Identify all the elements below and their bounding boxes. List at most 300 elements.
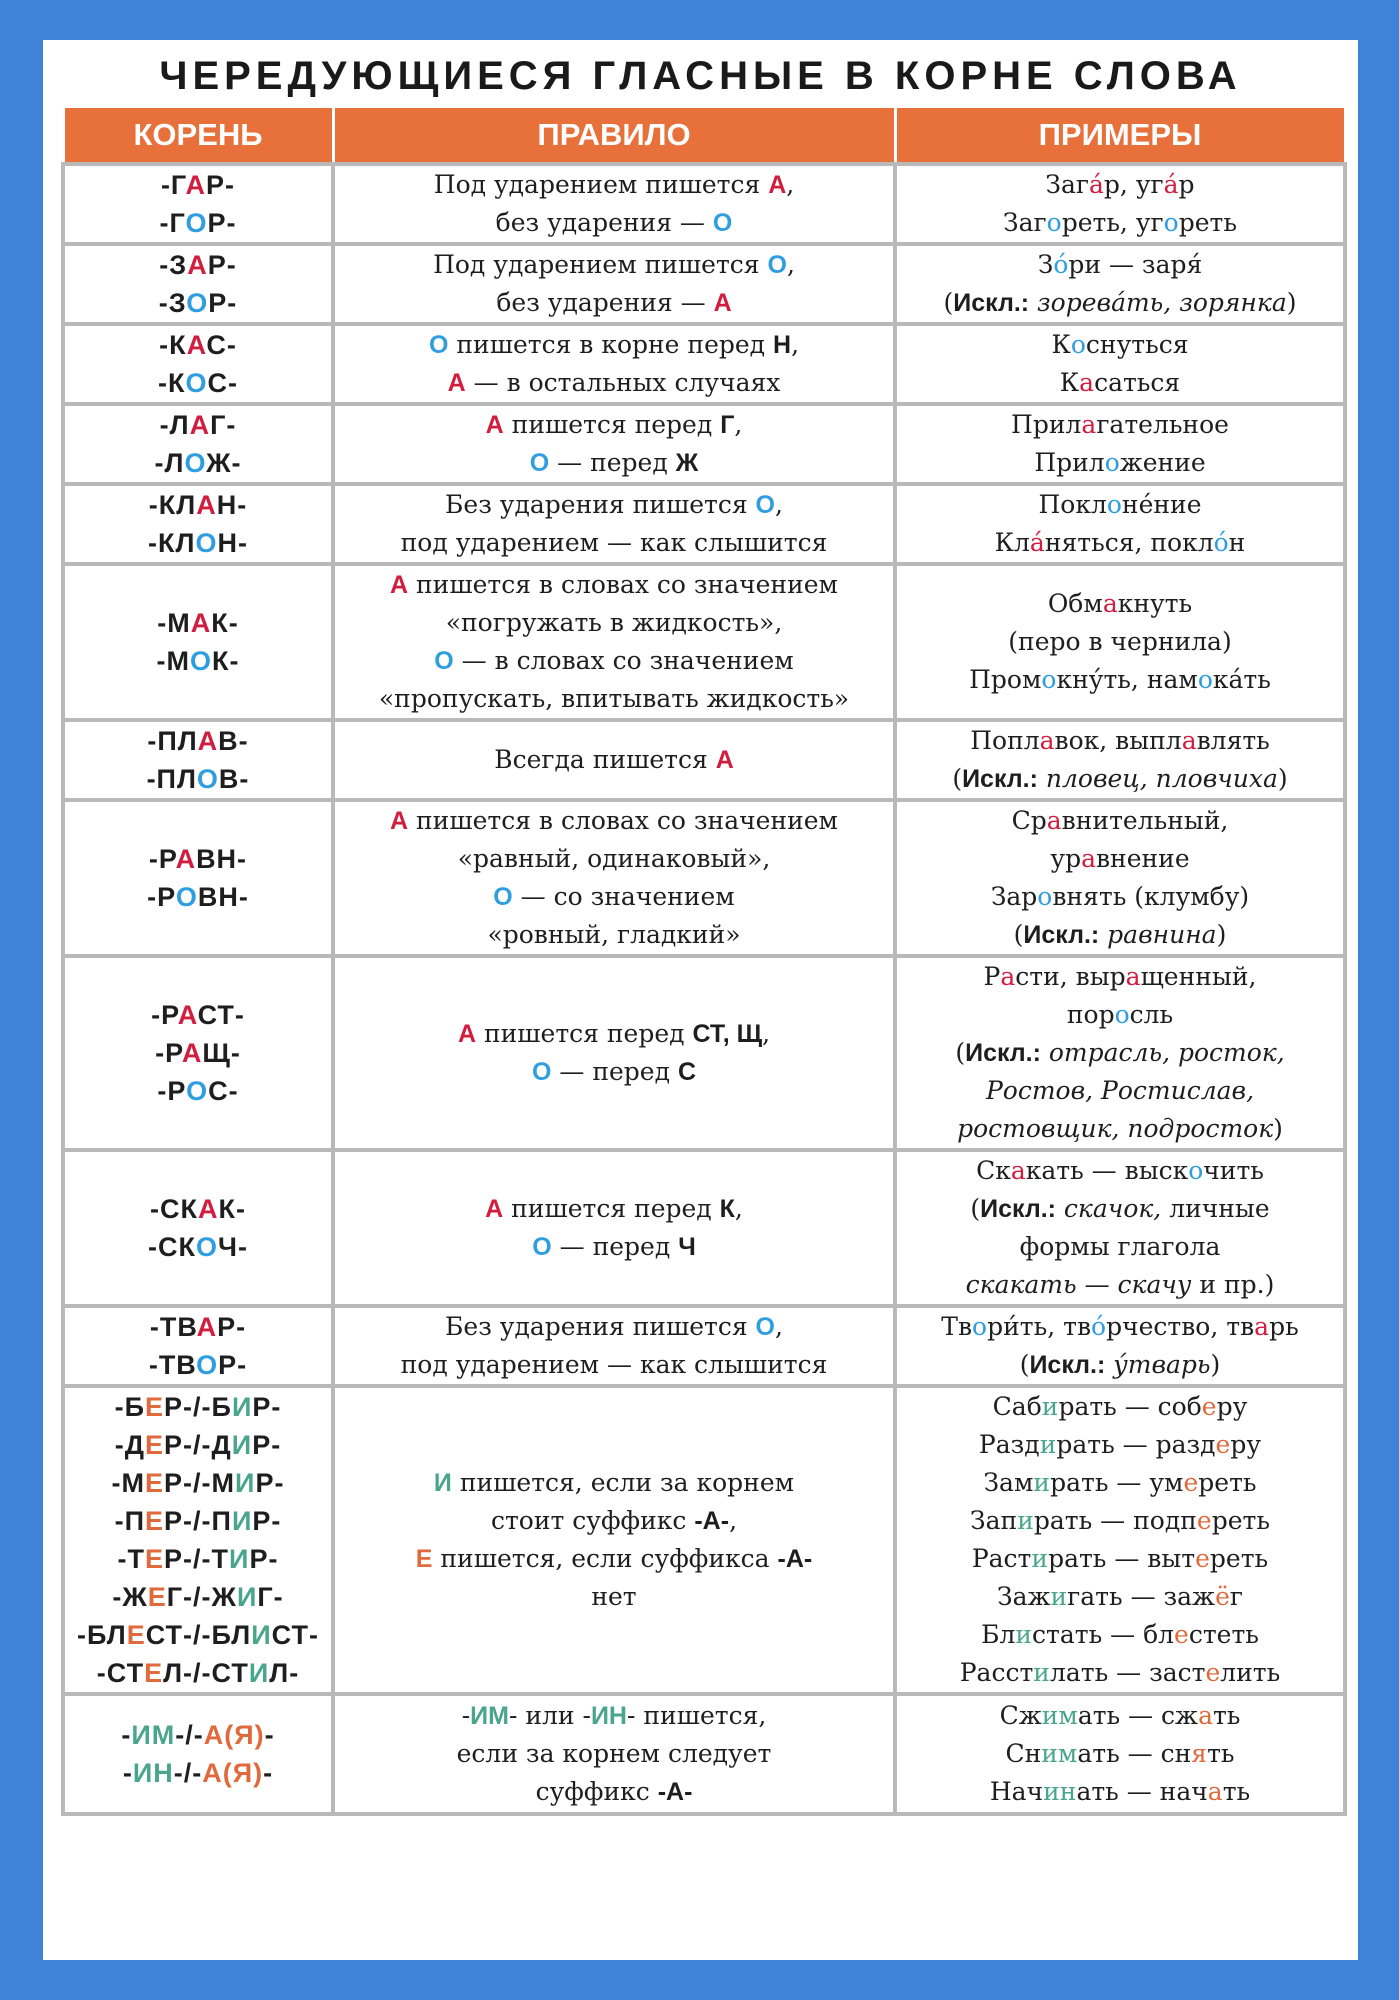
highlighted-vowel: ИМ [131, 1720, 176, 1750]
text-segment: -ТВ [149, 1312, 197, 1342]
highlighted-vowel: А [485, 411, 504, 439]
text-segment: — перед [551, 1232, 679, 1261]
table-row [63, 484, 1345, 564]
text-segment: пишется перед [476, 1019, 693, 1048]
example-line [903, 524, 1337, 562]
text-segment: Обм [1047, 589, 1103, 618]
highlighted-vowel: а́ [1029, 528, 1045, 557]
highlighted-vowel: А [197, 726, 219, 756]
text-segment: -М [156, 646, 190, 676]
text-segment: - [122, 1758, 133, 1788]
root-line [71, 1072, 325, 1110]
text-segment: -БЛ [77, 1620, 127, 1650]
examples-cell [895, 244, 1345, 324]
text-segment: - [121, 1720, 132, 1750]
rule-line [341, 486, 887, 524]
text-segment: Ж [675, 449, 699, 477]
root-line [71, 166, 325, 204]
root-line [71, 326, 325, 364]
rule-line [341, 326, 887, 364]
highlighted-vowel: О [493, 883, 513, 911]
example-line [903, 722, 1337, 760]
highlighted-vowel: е [1215, 1430, 1231, 1459]
highlighted-vowel: Е [147, 1582, 167, 1612]
text-segment: (перо в чернила) [1008, 627, 1232, 656]
highlighted-vowel: О [428, 331, 449, 359]
highlighted-vowel: а [1125, 962, 1141, 991]
rule-line [341, 204, 887, 242]
text-segment: Тв [941, 1312, 973, 1341]
header-examples: ПРИМЕРЫ [895, 108, 1345, 164]
highlighted-vowel: О [186, 1076, 209, 1106]
root-cell [63, 1150, 333, 1306]
text-segment: у́тварь [1105, 1350, 1211, 1379]
rule-line [341, 1502, 887, 1540]
text-segment: — в словах со значением [453, 646, 794, 675]
highlighted-vowel: А [196, 490, 217, 520]
rule-cell [333, 324, 895, 404]
text-segment: Искл.: [965, 1039, 1041, 1067]
highlighted-vowel: и [1041, 1392, 1059, 1421]
example-line [903, 486, 1337, 524]
text-segment: -З [158, 288, 187, 318]
root-cell [63, 484, 333, 564]
text-segment: кну́ть, нам [1056, 665, 1198, 694]
highlighted-vowel: О [531, 1058, 552, 1086]
root-line [71, 444, 325, 482]
text-segment: -ПЛ [147, 726, 198, 756]
table-row [63, 404, 1345, 484]
text-segment: С- [208, 1076, 239, 1106]
text-segment: равнина [1099, 920, 1217, 949]
highlighted-vowel: ИМ [470, 1702, 509, 1730]
text-segment: рчество, тв [1106, 1312, 1255, 1341]
text-segment: -М [111, 1468, 146, 1498]
highlighted-vowel: и [1033, 1468, 1051, 1497]
table-row [63, 244, 1345, 324]
text-segment: Р-/-Д [164, 1430, 232, 1460]
highlighted-vowel: е [1195, 1544, 1210, 1573]
text-segment: , [762, 1019, 771, 1048]
rule-line [341, 1015, 887, 1053]
text-segment: вок, выпл [1054, 726, 1182, 755]
text-segment: под ударением — как слышится [400, 1350, 828, 1379]
text-segment: Г-/-Ж [166, 1582, 237, 1612]
text-segment: ( [955, 1038, 966, 1067]
text-segment: -Р [148, 844, 176, 874]
text-segment: -А- [777, 1545, 813, 1573]
text-segment: скакать — скачу [965, 1270, 1192, 1299]
text-segment: Р- [218, 1350, 248, 1380]
text-segment: - [264, 1720, 275, 1750]
root-cell [63, 720, 333, 800]
text-segment: Без ударения пишется [445, 490, 756, 519]
highlighted-vowel: им [1041, 1739, 1078, 1768]
highlighted-vowel: а [1081, 844, 1096, 873]
text-segment: Пром [969, 665, 1042, 694]
text-segment: «ровный, гладкий» [487, 920, 741, 949]
text-segment: , [734, 410, 743, 439]
highlighted-vowel: а [1198, 1701, 1213, 1730]
example-line [903, 1502, 1337, 1540]
examples-cell [895, 484, 1345, 564]
text-segment: реть, уг [1061, 208, 1164, 237]
example-line [903, 760, 1337, 798]
root-line [71, 524, 325, 562]
text-segment: Разд [978, 1430, 1040, 1459]
rule-cell [333, 564, 895, 720]
root-cell [63, 800, 333, 956]
text-segment: сль [1129, 1000, 1174, 1029]
highlighted-vowel: ИН [132, 1758, 174, 1788]
text-segment: -СК [148, 1232, 196, 1262]
example-line [903, 406, 1337, 444]
text-segment: Ж- [206, 448, 242, 478]
text-segment: - пишется, [626, 1701, 767, 1730]
rule-line [341, 840, 887, 878]
text-segment: Г- [210, 410, 237, 440]
text-segment: Ск [976, 1156, 1011, 1185]
example-line [903, 661, 1337, 699]
highlighted-vowel: А(Я) [203, 1720, 265, 1750]
highlighted-vowel: о́ [1053, 250, 1069, 279]
table-row [63, 164, 1345, 244]
rule-cell [333, 800, 895, 956]
text-segment: -Г [160, 170, 186, 200]
text-segment: ка́ть [1212, 665, 1271, 694]
text-segment: К [719, 1195, 735, 1223]
text-segment: ( [952, 764, 963, 793]
highlighted-vowel: А [715, 746, 734, 774]
root-line [71, 1346, 325, 1384]
text-segment: — перед [549, 448, 676, 477]
text-segment: С- [206, 330, 237, 360]
text-segment: ) [1273, 1114, 1283, 1143]
text-segment: пловец, пловчиха [1037, 764, 1278, 793]
root-cell [63, 404, 333, 484]
root-line [71, 722, 325, 760]
text-segment: реть [1211, 1506, 1270, 1535]
text-segment: пишется, если за корнем [451, 1468, 795, 1497]
examples-cell [895, 164, 1345, 244]
rule-line [341, 1540, 887, 1578]
highlighted-vowel: им [1041, 1701, 1078, 1730]
text-segment: -Б [114, 1392, 146, 1422]
text-segment: скачок, [1055, 1194, 1162, 1223]
text-segment: В- [218, 764, 250, 794]
example-line [903, 802, 1337, 840]
root-line [71, 284, 325, 322]
rule-cell [333, 956, 895, 1150]
highlighted-vowel: и [1050, 1582, 1068, 1611]
highlighted-vowel: И [231, 1506, 253, 1536]
highlighted-vowel: и [1015, 1620, 1033, 1649]
text-segment: «пропускать, впитывать жидкость» [378, 684, 850, 713]
header-rule: ПРАВИЛО [333, 108, 895, 164]
highlighted-vowel: а [1046, 806, 1062, 835]
text-segment: -А- [657, 1778, 693, 1806]
text-segment: если за корнем следует [456, 1739, 772, 1768]
highlighted-vowel: И [235, 1468, 256, 1498]
text-segment: ру [1230, 1430, 1262, 1459]
text-segment: Г [720, 411, 735, 439]
highlighted-vowel: О [196, 1350, 219, 1380]
text-segment: ВН- [197, 882, 249, 912]
text-segment: ( [1013, 920, 1024, 949]
text-segment: -К [158, 368, 186, 398]
rule-line [341, 1578, 887, 1616]
rule-line [341, 1346, 887, 1384]
rule-line [341, 566, 887, 604]
example-line [903, 585, 1337, 623]
highlighted-vowel: О [175, 882, 198, 912]
example-line [903, 1697, 1337, 1735]
text-segment: р, уг [1103, 170, 1164, 199]
example-line [903, 166, 1337, 204]
highlighted-vowel: о [972, 1312, 988, 1341]
text-segment: К- [218, 1194, 246, 1224]
highlighted-vowel: О [767, 251, 787, 279]
root-line [71, 1464, 325, 1502]
example-line [903, 246, 1337, 284]
text-segment: Заг [1045, 170, 1090, 199]
highlighted-vowel: а [1000, 962, 1016, 991]
text-segment: В- [218, 726, 249, 756]
text-segment: Покл [1038, 490, 1107, 519]
text-segment: лать — заст [1049, 1658, 1206, 1687]
text-segment: К [1059, 368, 1080, 397]
highlighted-vowel: Е [145, 1506, 165, 1536]
highlighted-vowel: а [1254, 1312, 1270, 1341]
root-cell [63, 1694, 333, 1814]
highlighted-vowel: А [187, 250, 208, 280]
text-segment: Н- [217, 528, 248, 558]
text-segment: - [461, 1701, 471, 1730]
rule-line [341, 802, 887, 840]
highlighted-vowel: а [1181, 726, 1197, 755]
highlighted-vowel: Е [126, 1620, 146, 1650]
examples-cell [895, 1150, 1345, 1306]
highlighted-vowel: А(Я) [202, 1758, 264, 1788]
rule-line [341, 1308, 887, 1346]
root-cell [63, 564, 333, 720]
highlighted-vowel: о [1041, 665, 1057, 694]
text-segment: ть [1212, 1701, 1241, 1730]
text-segment: ри — зар [1068, 250, 1187, 279]
text-segment: -З [159, 250, 188, 280]
text-segment: -Р [155, 1038, 182, 1068]
rule-line [341, 246, 887, 284]
example-line [903, 1735, 1337, 1773]
text-segment: Р-/-Т [164, 1544, 230, 1574]
table-row [63, 956, 1345, 1150]
highlighted-vowel: и [1017, 1506, 1034, 1535]
text-segment: Под ударением пишется [433, 250, 768, 279]
text-segment: рать — подп [1033, 1506, 1197, 1535]
highlighted-vowel: О [184, 448, 207, 478]
highlighted-vowel: И [236, 1582, 258, 1612]
text-segment: я́ [1186, 250, 1203, 279]
rule-cell [333, 1306, 895, 1386]
text-segment: Искл.: [980, 1195, 1056, 1223]
example-line [903, 1540, 1337, 1578]
highlighted-vowel: о [1106, 490, 1122, 519]
example-line [903, 1308, 1337, 1346]
text-segment: зоревáть, зорянка [1029, 288, 1287, 317]
text-segment: Ч- [218, 1232, 248, 1262]
highlighted-vowel: И [433, 1469, 452, 1497]
highlighted-vowel: о [1163, 208, 1179, 237]
highlighted-vowel: А [390, 571, 409, 599]
example-line [903, 996, 1337, 1034]
text-segment: ать — нач [1076, 1777, 1208, 1806]
examples-cell [895, 720, 1345, 800]
highlighted-vowel: и [1039, 1430, 1057, 1459]
rule-line [341, 642, 887, 680]
text-segment: под ударением — как слышится [400, 528, 828, 557]
rule-line [341, 1697, 887, 1735]
text-segment: Л-/-СТ [163, 1658, 249, 1688]
example-line [903, 1426, 1337, 1464]
highlighted-vowel: я [1191, 1739, 1208, 1768]
root-line [71, 1502, 325, 1540]
examples-cell [895, 800, 1345, 956]
highlighted-vowel: а [1207, 1777, 1223, 1806]
text-segment: Р [983, 962, 1001, 991]
highlighted-vowel: о [1046, 208, 1062, 237]
text-segment: -/- [175, 1720, 204, 1750]
text-segment: кнуть [1117, 589, 1193, 618]
examples-cell [895, 324, 1345, 404]
text-segment: -Р [147, 882, 176, 912]
text-segment: Прил [1011, 410, 1082, 439]
root-line [71, 642, 325, 680]
root-line [71, 878, 325, 916]
poster-sheet [43, 40, 1358, 1960]
example-line [903, 1773, 1337, 1811]
rule-line [341, 878, 887, 916]
highlighted-vowel: О [186, 288, 209, 318]
root-line [71, 604, 325, 642]
table-row [63, 720, 1345, 800]
highlighted-vowel: а [1102, 589, 1118, 618]
text-segment: Всегда пишется [494, 745, 716, 774]
examples-cell [895, 404, 1345, 484]
text-segment: Р- [207, 208, 237, 238]
text-segment: н [1228, 528, 1246, 557]
text-segment: Раст [971, 1544, 1032, 1573]
highlighted-vowel: Е [415, 1545, 433, 1573]
rule-line [341, 1773, 887, 1811]
root-cell [63, 1306, 333, 1386]
text-segment: чить [1203, 1156, 1264, 1185]
highlighted-vowel: А [190, 608, 212, 638]
text-segment: рать — ум [1050, 1468, 1184, 1497]
text-segment: СТ- [197, 1000, 245, 1030]
highlighted-vowel: А [457, 1020, 477, 1048]
rule-line [341, 741, 887, 779]
example-line [903, 1034, 1337, 1072]
example-line [903, 958, 1337, 996]
text-segment: Бл [981, 1620, 1016, 1649]
highlighted-vowel: Е [144, 1658, 164, 1688]
example-line [903, 1578, 1337, 1616]
text-segment: Н [773, 331, 792, 359]
rule-line [341, 1053, 887, 1091]
highlighted-vowel: а́ [1089, 170, 1104, 199]
text-segment: Зар [990, 882, 1038, 911]
poster-title: ЧЕРЕДУЮЩИЕСЯ ГЛАСНЫЕ В КОРНЕ СЛОВА [159, 54, 1242, 98]
example-line [903, 1464, 1337, 1502]
text-segment: К [1051, 330, 1071, 359]
rule-line [341, 524, 887, 562]
root-line [71, 1308, 325, 1346]
text-segment: Ростов, Ростислав, [985, 1076, 1255, 1105]
text-segment: -П [114, 1506, 146, 1536]
highlighted-vowel: ин [1043, 1777, 1077, 1806]
highlighted-vowel: ё [1215, 1582, 1230, 1611]
text-segment: Ч [678, 1233, 696, 1261]
root-line [71, 1190, 325, 1228]
text-segment: пор [1066, 1000, 1115, 1029]
example-line [903, 1072, 1337, 1110]
text-segment: Искл.: [962, 765, 1038, 793]
text-segment: — перед [551, 1057, 678, 1086]
example-line [903, 1654, 1337, 1692]
examples-cell [895, 1694, 1345, 1814]
text-segment: пишется в корне перед [448, 330, 773, 359]
text-segment: Р-/-Б [164, 1392, 232, 1422]
text-segment: ростовщик, подросток [957, 1114, 1274, 1143]
text-segment: ть [1222, 1777, 1251, 1806]
text-segment: ВН- [196, 844, 248, 874]
rule-cell [333, 244, 895, 324]
highlighted-vowel: О [755, 491, 775, 519]
root-line [71, 1578, 325, 1616]
text-segment: ( [970, 1194, 981, 1223]
example-line [903, 444, 1337, 482]
text-segment: Р- [206, 170, 236, 200]
rule-line [341, 406, 887, 444]
root-line [71, 204, 325, 242]
text-segment: , [786, 250, 795, 279]
text-segment: внение [1095, 844, 1190, 873]
text-segment: -ПЛ [146, 764, 197, 794]
text-segment: -СТ [96, 1658, 145, 1688]
text-segment: Искл.: [1023, 921, 1100, 949]
text-segment: -А- [694, 1507, 730, 1535]
text-segment: ать — сж [1077, 1701, 1199, 1730]
text-segment: пишется в словах со значением [408, 570, 838, 599]
text-segment: -Р [151, 1000, 178, 1030]
text-segment: ( [943, 288, 954, 317]
example-line [903, 840, 1337, 878]
text-segment: -ТВ [148, 1350, 197, 1380]
text-segment: отрасль, росток, [1040, 1038, 1285, 1067]
highlighted-vowel: и [1031, 1544, 1049, 1573]
highlighted-vowel: и [1033, 1658, 1050, 1687]
highlighted-vowel: О [712, 209, 733, 237]
text-segment: «равный, одинаковый», [457, 844, 771, 873]
text-segment: рь [1269, 1312, 1299, 1341]
root-line [71, 1388, 325, 1426]
text-segment: -Л [159, 410, 190, 440]
text-segment: Р- [249, 1544, 279, 1574]
example-line [903, 1110, 1337, 1148]
highlighted-vowel: о [1104, 448, 1120, 477]
text-segment: ру [1216, 1392, 1248, 1421]
table-row [63, 800, 1345, 956]
